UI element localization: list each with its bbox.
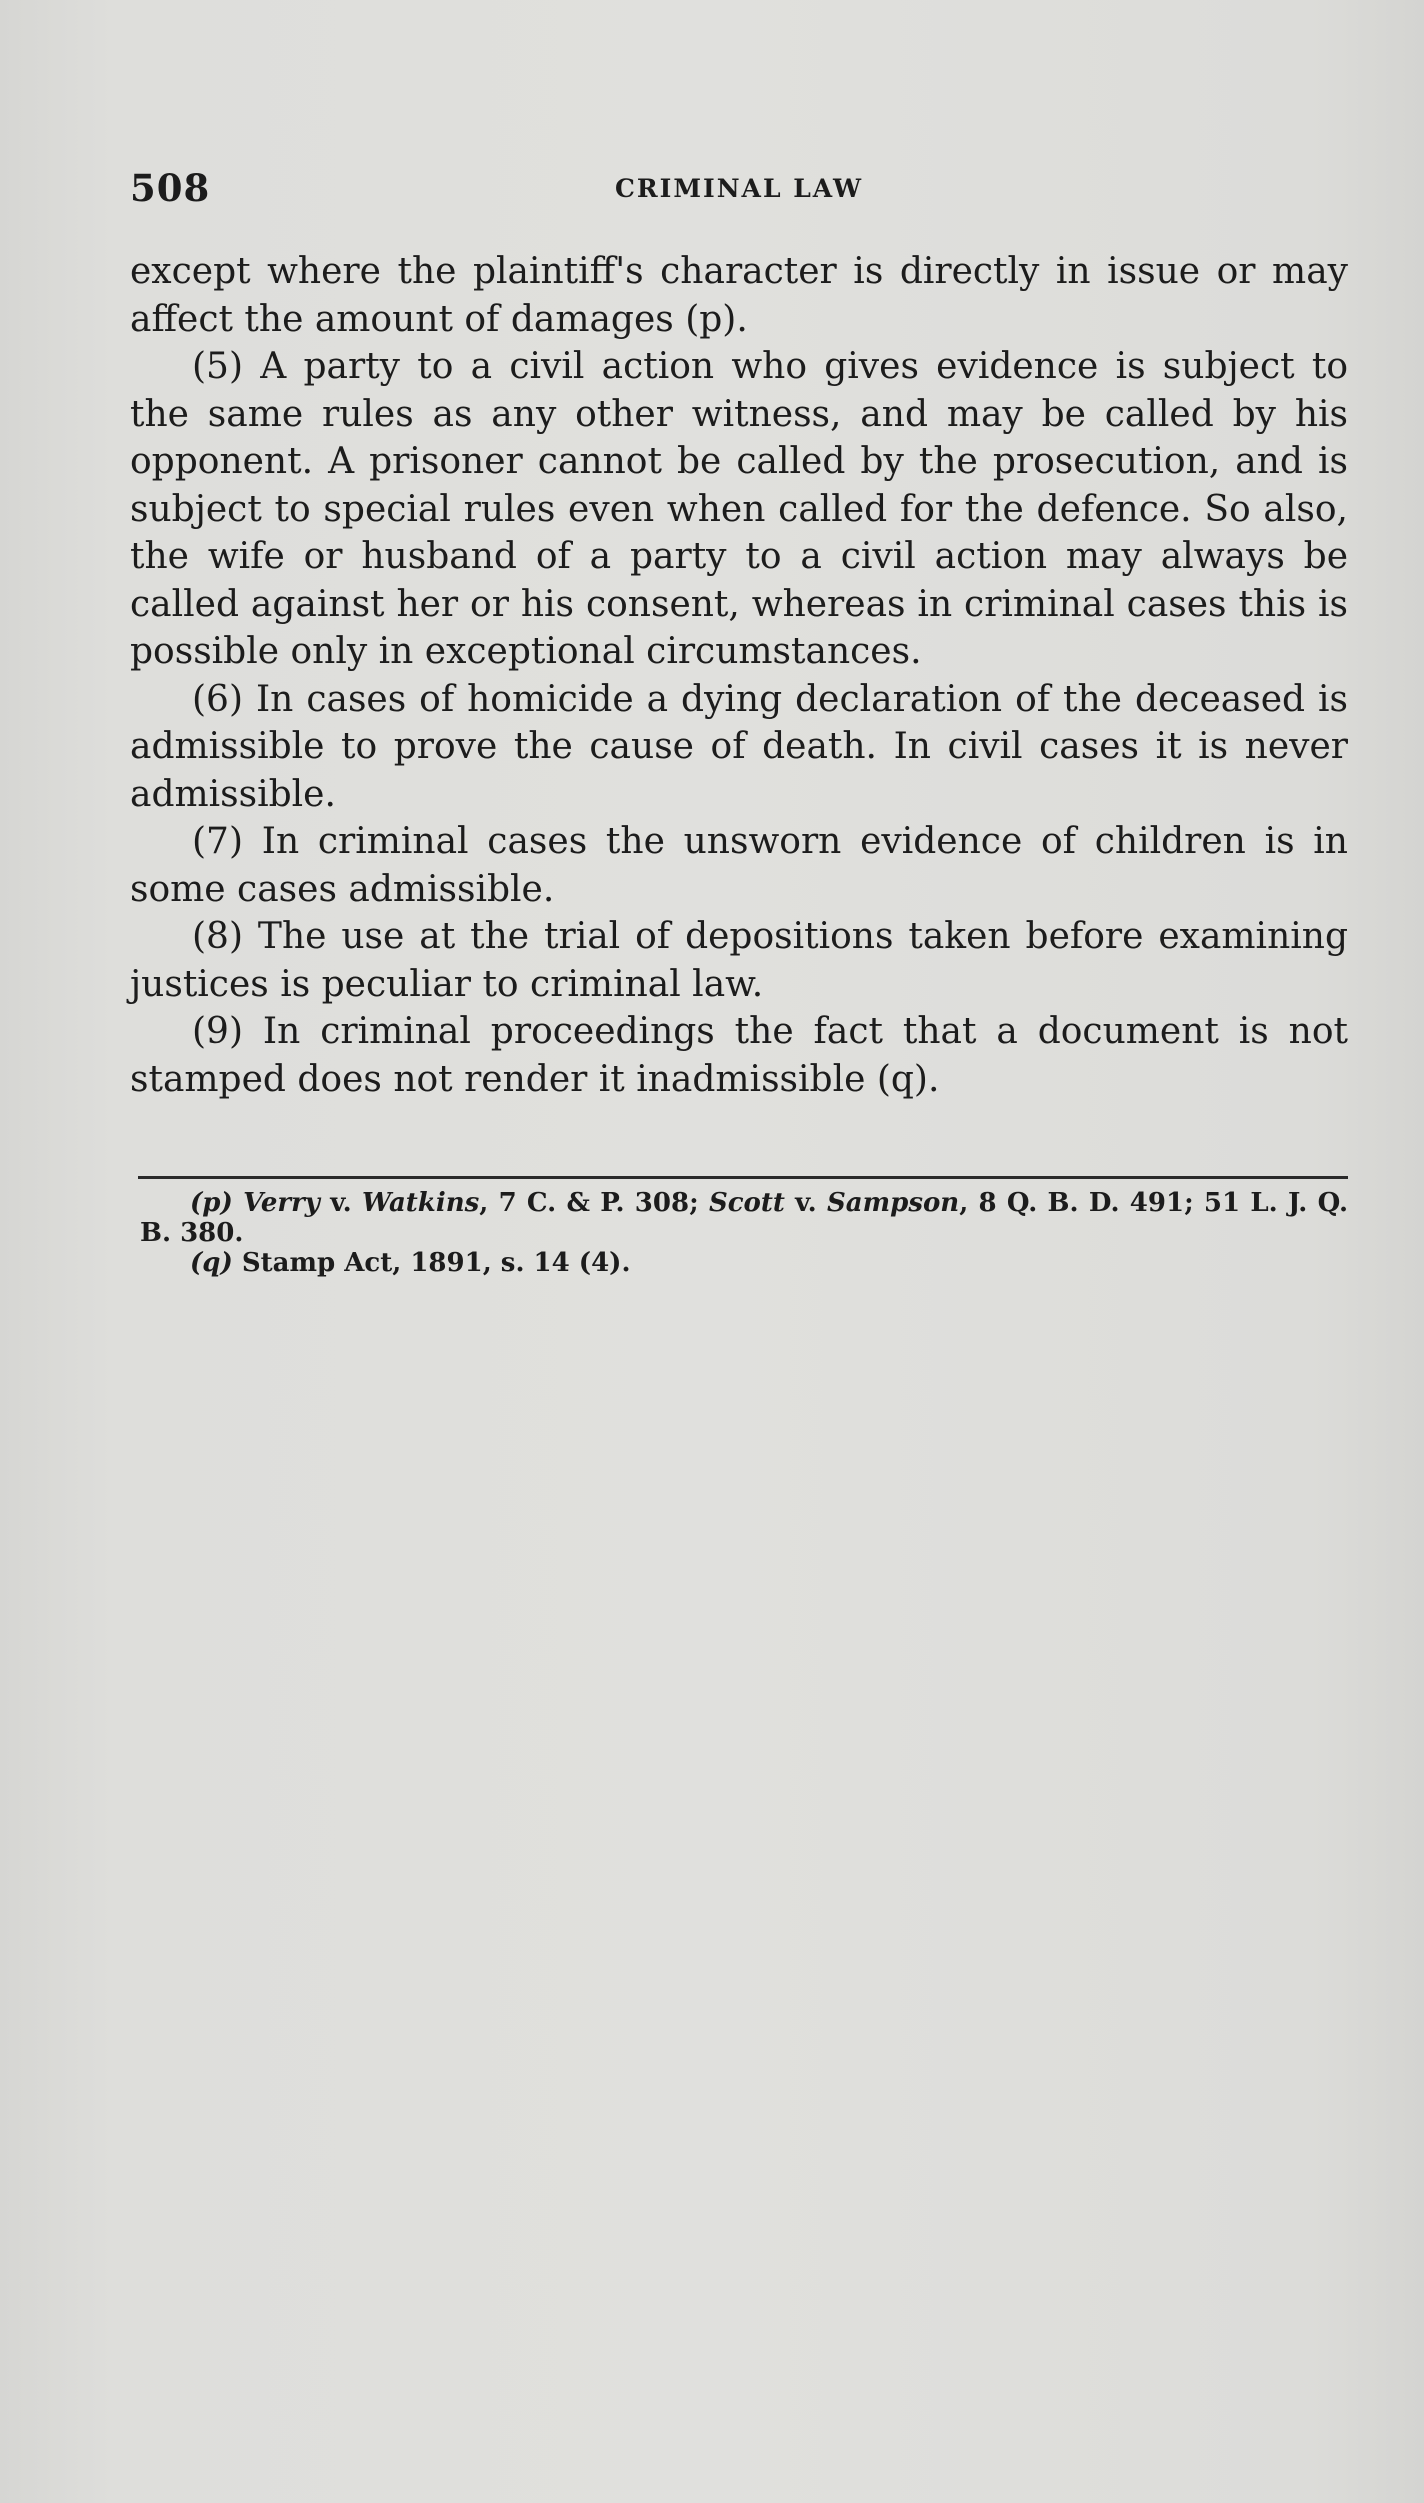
versus: v. — [784, 1188, 827, 1218]
case-name: Sampson — [827, 1188, 960, 1218]
paragraph-7: (7) In criminal cases the unsworn evidence of children is in some cases admissible. — [130, 821, 1348, 910]
paragraph-continued: except where the plaintiff's character is directly in issue or may affect the amount of damages (p). — [130, 251, 1348, 340]
case-name: Verry — [243, 1188, 320, 1218]
citation: , 7 C. & P. 308; — [479, 1188, 709, 1218]
footnotes — [140, 1188, 1348, 1278]
page-header — [130, 160, 1348, 210]
paragraph-8: (8) The use at the trial of depositions taken before examining justices is peculiar to criminal law. — [130, 916, 1348, 1005]
footnote-mark: (p) — [190, 1188, 233, 1218]
citation: , 8 Q. B. D. 491; 51 L. J. Q. B. 380. — [140, 1188, 1348, 1248]
main-text — [130, 248, 1348, 1103]
footnote-text: Stamp Act, 1891, s. 14 (4). — [232, 1248, 631, 1278]
paragraph-6: (6) In cases of homicide a dying declaration of the deceased is admissible to prove the cause of death. In civil cases it is never admissible. — [130, 678, 1348, 815]
page-number: 508 — [130, 166, 211, 210]
paragraph-5: (5) A party to a civil action who gives evidence is subject to the same rules as any other witness, and may be called by his opponent. A prisoner cannot be called by the prosecution, and is subject to special rules even when called for the defence. So also, the wife or husband of a party to a civil action may always be called against her or his consent, whereas in criminal cases this is possible only in exceptional circumstances. — [130, 346, 1348, 672]
footnote-p — [140, 1188, 1348, 1248]
running-head: CRIMINAL LAW — [614, 174, 864, 203]
footnote-rule — [138, 1176, 1348, 1179]
footnote-mark: (q) — [190, 1248, 233, 1278]
footnote-q — [140, 1248, 1348, 1278]
versus: v. — [319, 1188, 363, 1218]
paragraph-9: (9) In criminal proceedings the fact that a document is not stamped does not render it inadmissible (q). — [130, 1011, 1348, 1100]
case-name: Scott — [708, 1188, 785, 1218]
case-name: Watkins — [362, 1188, 480, 1218]
